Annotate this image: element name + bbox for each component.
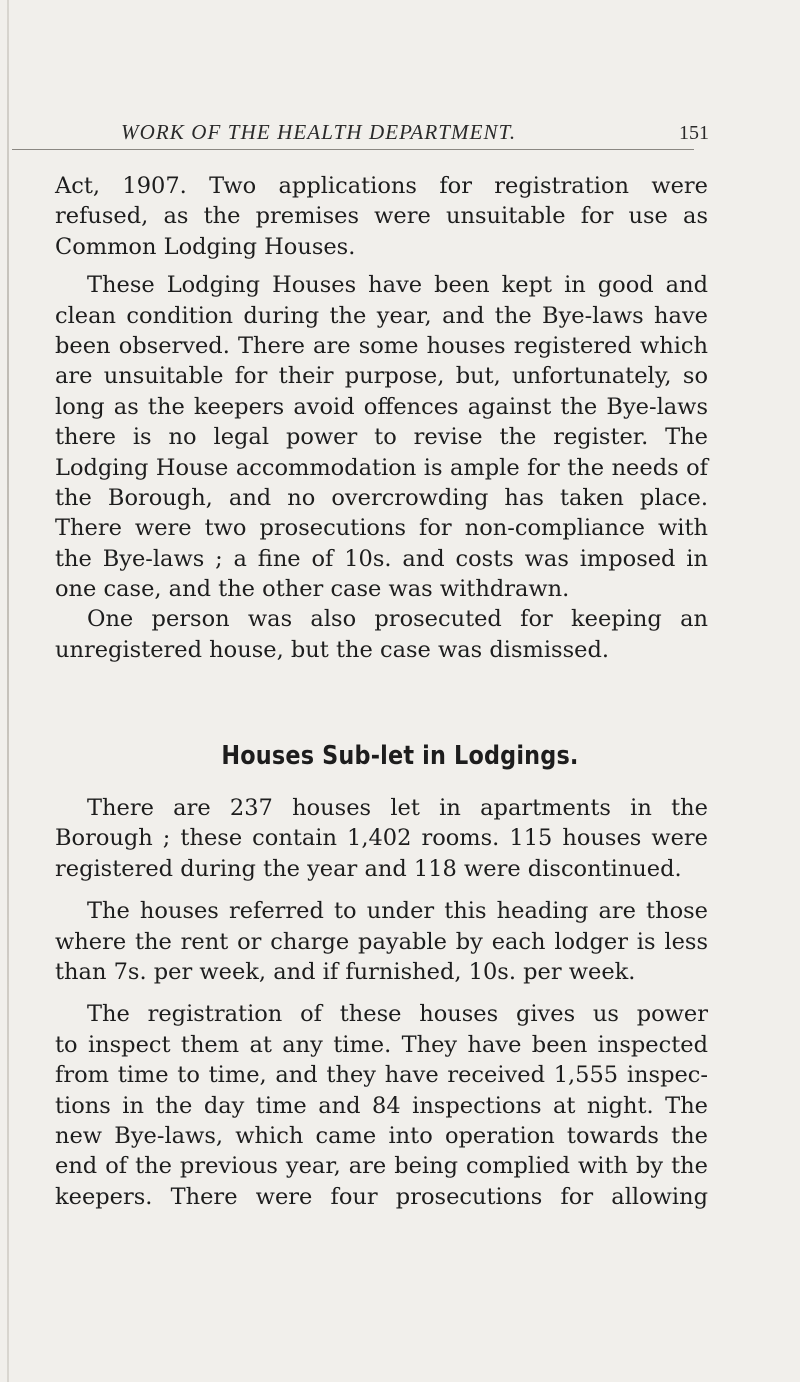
paragraph [55, 793, 708, 884]
text-line: keepers. There were four prosecutions for allowing [55, 1183, 708, 1210]
text-line: There were two prosecutions for non-compliance with [55, 515, 708, 542]
text-line: end of the previous year, are being complied with by the [55, 1153, 708, 1180]
header-rule [12, 149, 694, 150]
text-line: The registration of these houses gives us power [87, 1001, 708, 1028]
page-number: 151 [679, 122, 709, 144]
body-text-top [55, 171, 708, 665]
text-line: the Bye-laws ; a fine of 10s. and costs was imposed in [55, 545, 708, 572]
text-line: Borough ; these contain 1,402 rooms. 115 houses were [55, 825, 708, 852]
text-line: long as the keepers avoid offences against the Bye-laws [55, 393, 708, 420]
text-line: where the rent or charge payable by each lodger is less [55, 928, 708, 955]
text-line: The houses referred to under this heading are those [87, 898, 708, 925]
paragraph [55, 604, 708, 665]
text-line: Act, 1907. Two applications for registration were [55, 173, 708, 199]
text-line: been observed. There are some houses registered which [55, 332, 708, 359]
text-line: Lodging House accommodation is ample for the needs of [55, 454, 708, 481]
text-line: Common Lodging Houses. [55, 233, 356, 260]
paragraph [55, 999, 708, 1212]
text-line: unregistered house, but the case was dismissed. [55, 636, 610, 663]
text-line: to inspect them at any time. They have been inspected [55, 1031, 708, 1058]
text-line: refused, as the premises were unsuitable for use as [55, 203, 708, 230]
text-line: from time to time, and they have received 1,555 inspec- [55, 1062, 708, 1089]
text-line: clean condition during the year, and the Bye-laws have [55, 302, 708, 329]
page-gutter-shadow [7, 0, 9, 1382]
text-line: These Lodging Houses have been kept in good and [87, 272, 708, 299]
text-line: registered during the year and 118 were discontinued. [55, 855, 682, 882]
paragraph [55, 270, 708, 604]
running-head: WORK OF THE HEALTH DEPARTMENT. [121, 120, 517, 144]
text-line: tions in the day time and 84 inspections at night. The [55, 1092, 708, 1119]
text-line: are unsuitable for their purpose, but, unfortunately, so [55, 363, 708, 390]
text-line: new Bye-laws, which came into operation towards the [55, 1122, 708, 1149]
text-line: there is no legal power to revise the register. The [55, 424, 708, 451]
text-line: the Borough, and no overcrowding has taken place. [55, 484, 708, 511]
text-line: One person was also prosecuted for keeping an [87, 606, 708, 633]
text-line: There are 237 houses let in apartments in the [87, 795, 708, 821]
text-line: than 7s. per week, and if furnished, 10s. per week. [55, 958, 636, 985]
section-heading: Houses Sub-let in Lodgings. [221, 741, 579, 771]
paragraph [55, 896, 708, 987]
paragraph [55, 171, 708, 262]
body-text-bottom [55, 793, 708, 1212]
text-line: one case, and the other case was withdrawn. [55, 576, 570, 603]
